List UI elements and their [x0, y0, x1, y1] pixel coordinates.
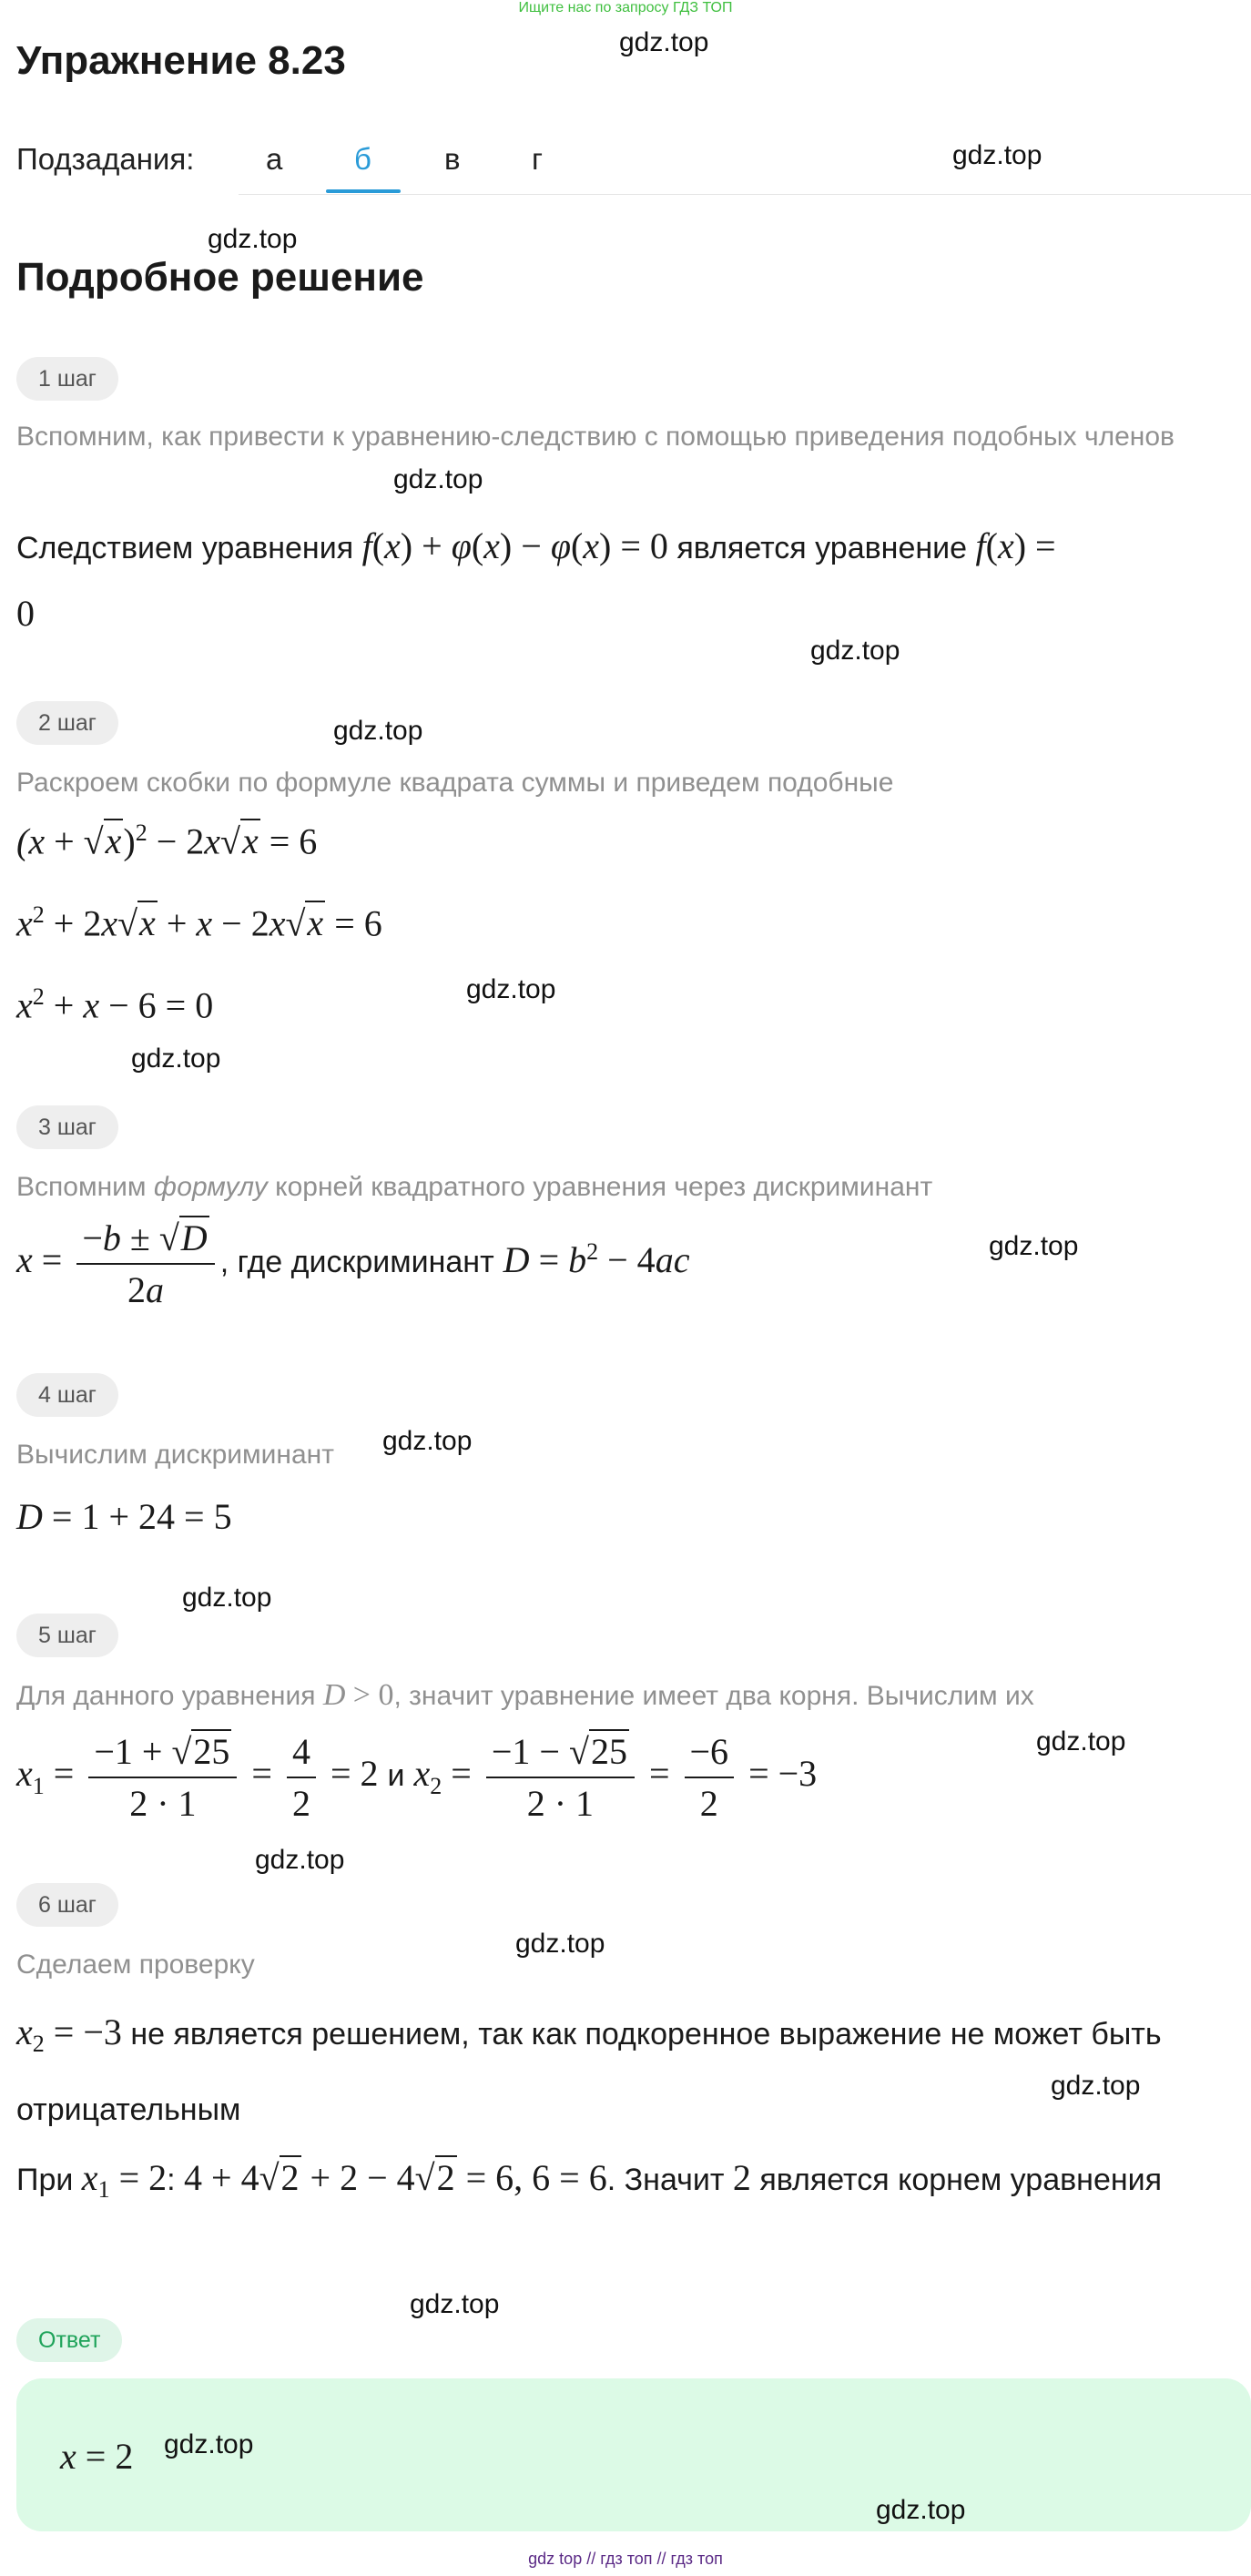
page-title: Упражнение 8.23	[16, 38, 346, 83]
watermark: gdz.top	[410, 2289, 500, 2319]
step-2-badge: 2 шаг	[16, 701, 118, 745]
tab-v[interactable]: в	[444, 142, 461, 176]
watermark: gdz.top	[466, 974, 556, 1004]
step-2-eq3: $x^2 + x - 6 = 0$	[16, 983, 214, 1026]
watermark: gdz.top	[1051, 2071, 1141, 2101]
step-1-text-part1: Следствием уравнения	[16, 531, 354, 565]
watermark: gdz.top	[810, 636, 900, 666]
active-tab-indicator	[326, 189, 401, 193]
watermark: gdz.top	[989, 1231, 1079, 1261]
step-4-description: Вычислим дискриминант	[16, 1440, 334, 1470]
step-5-roots: $x_1$ = $\frac{-1 + √25}{2 \cdot 1}$ = $\frac{4}{2}$ = 2 и $x_2$ = $\frac{-1 - √25}{2 \cdot 1}$ = $\frac{-6}{2}$ = −3	[16, 1731, 818, 1824]
footer-links[interactable]: gdz top // гдз топ // гдз топ	[528, 2550, 723, 2568]
subtasks-label: Подзадания:	[16, 142, 195, 176]
watermark: gdz.top	[952, 140, 1042, 170]
step-6-text-2: При $x_1 = 2$: 4 + 4√2 + 2 − 4√2 = 6, 6 = 6. Значит 2 является корнем уравнения	[16, 2157, 1163, 2203]
watermark: gdz.top	[208, 224, 298, 254]
step-5-badge: 5 шаг	[16, 1614, 118, 1657]
step-4-eq: D = 1 + 24 = 5	[16, 1496, 232, 1537]
tab-a[interactable]: а	[266, 142, 283, 176]
step-6-description: Сделаем проверку	[16, 1950, 255, 1980]
watermark: gdz.top	[164, 2429, 254, 2459]
top-note: Ищите нас по запросу ГДЗ ТОП	[518, 0, 733, 15]
step-3-badge: 3 шаг	[16, 1105, 118, 1149]
watermark: gdz.top	[1036, 1726, 1126, 1756]
section-title: Подробное решение	[16, 255, 424, 300]
step-3-description: Вспомним формулу корней квадратного уравнения через дискриминант	[16, 1172, 933, 1202]
watermark: gdz.top	[393, 464, 483, 494]
step-3-text: , где дискриминант	[219, 1245, 494, 1280]
step-1-description: Вспомним, как привести к уравнению-следствию с помощью приведения подобных членов	[16, 422, 1175, 452]
tabs-divider	[239, 194, 1251, 195]
step-1-text: Следствием уравнения f(x) + φ(x) − φ(x) = 0 является уравнение f(x) = 0	[16, 525, 1056, 634]
watermark: gdz.top	[255, 1845, 345, 1875]
tab-b[interactable]: б	[354, 142, 371, 176]
step-5-description: Для данного уравнения D > 0, значит уравнение имеет два корня. Вычислим их	[16, 1678, 1034, 1712]
step-6-text-1: $x_2 = -3$ не является решением, так как подкоренное выражение не может быть отрицательным	[16, 2011, 1162, 2127]
step-1-text-part2: является уравнение	[676, 531, 968, 565]
watermark: gdz.top	[131, 1044, 221, 1074]
answer-value: x = 2	[60, 2436, 134, 2477]
watermark: gdz.top	[182, 1583, 272, 1613]
answer-badge: Ответ	[16, 2318, 122, 2362]
tab-g[interactable]: г	[532, 142, 544, 176]
watermark: gdz.top	[619, 27, 709, 57]
step-2-eq2: $x^2 + 2x√x + x - 2x√x = 6$	[16, 901, 382, 944]
step-1-badge: 1 шаг	[16, 357, 118, 401]
watermark: gdz.top	[333, 716, 423, 746]
watermark: gdz.top	[515, 1929, 605, 1959]
step-2-description: Раскроем скобки по формуле квадрата суммы и приведем подобные	[16, 768, 894, 798]
step-2-eq1: $(x + √x)^2 - 2x√x = 6$	[16, 820, 318, 862]
watermark: gdz.top	[876, 2495, 966, 2525]
step-5-and: и	[387, 1758, 405, 1794]
step-4-badge: 4 шаг	[16, 1373, 118, 1417]
watermark: gdz.top	[382, 1426, 473, 1456]
step-6-badge: 6 шаг	[16, 1883, 118, 1927]
step-3-formula: x = $\frac{-b \pm √D}{2a}$ , где дискриминант $D = b^2 - 4ac$	[16, 1217, 690, 1310]
